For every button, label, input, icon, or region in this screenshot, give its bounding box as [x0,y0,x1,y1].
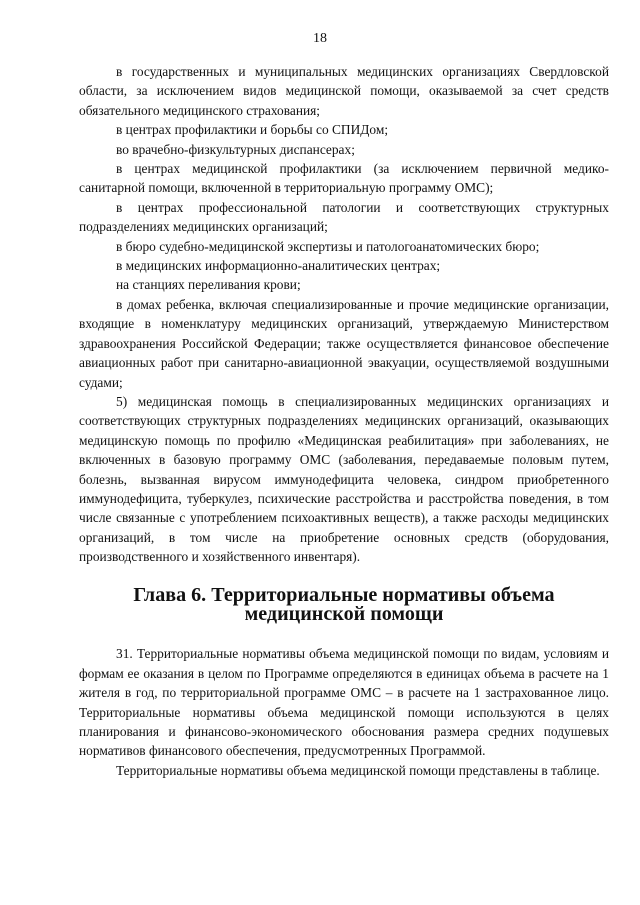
chapter-title: Глава 6. Территориальные нормативы объема медицинской помощи [133,583,555,625]
paragraph-analytics-centers: в медицинских информационно-аналитических центрах; [116,258,441,274]
paragraph-occupational-pathology: в центрах профессиональной патологии и соответствующих структурных подразделениях медицинских организаций; [79,199,609,235]
paragraph-table-reference: Территориальные нормативы объема медицинской помощи представлены в таблице. [116,762,600,778]
paragraph-aids-centers: в центрах профилактики и борьбы со СПИДом; [116,122,389,138]
paragraph-blood-stations: на станциях переливания крови; [116,277,301,293]
paragraph-forensic-bureau: в бюро судебно-медицинской экспертизы и патологоанатомических бюро; [116,238,540,254]
paragraph-item-5: 5) медицинская помощь в специализированных медицинских организациях и соответствующих структурных подразделениях медицинских организаций, оказывающих медицинскую помощь по профилю «Медицинская реабилитация» при заболеваниях, не включенных в базовую программу ОМС (заболевания, передаваемые половым путем, болезнь, вызванная вирусом иммунодефицита человека, синдром приобретенного иммунодефицита, туберкулез, психические расстройства и расстройства поведения, в том числе связанные с употреблением психоактивных веществ), а также расходы медицинских организаций, в том числе на приобретение основных средств (оборудования, производственного и хозяйственного инвентаря). [79,393,609,565]
paragraph-prevention-centers: в центрах медицинской профилактики (за исключением первичной медико-санитарной помощи, включенной в территориальную программу ОМС); [79,161,609,196]
page-number: 18 [313,31,327,46]
paragraph-state-organizations: в государственных и муниципальных медицинских организациях Свердловской области, за исключением видов медицинской помощи, оказываемой за счет средств обязательного медицинского страхования; [79,64,609,118]
document-body [79,62,609,780]
paragraph-item-31: 31. Территориальные нормативы объема медицинской помощи по видам, условиям и формам ее оказания в целом по Программе определяются в единицах объема в расчете на 1 жителя в год, по территориальной программе ОМС – в расчете на 1 застрахованное лицо. Территориальные нормативы объема медицинской помощи используются в целях планирования и финансово-экономического обоснования размера средних подушевых нормативов финансового обеспечения, предусмотренных Программой. [79,646,609,759]
paragraph-children-homes: в домах ребенка, включая специализированные и прочие медицинские организации, входящие в номенклатуру медицинских организаций, утверждаемую Министерством здравоохранения Российской Федерации; также осуществляется финансовое обеспечение авиационных работ при санитарно-авиационной эвакуации, осуществляемой воздушными судами; [79,296,609,390]
paragraph-sports-dispensaries: во врачебно-физкультурных диспансерах; [116,141,355,157]
